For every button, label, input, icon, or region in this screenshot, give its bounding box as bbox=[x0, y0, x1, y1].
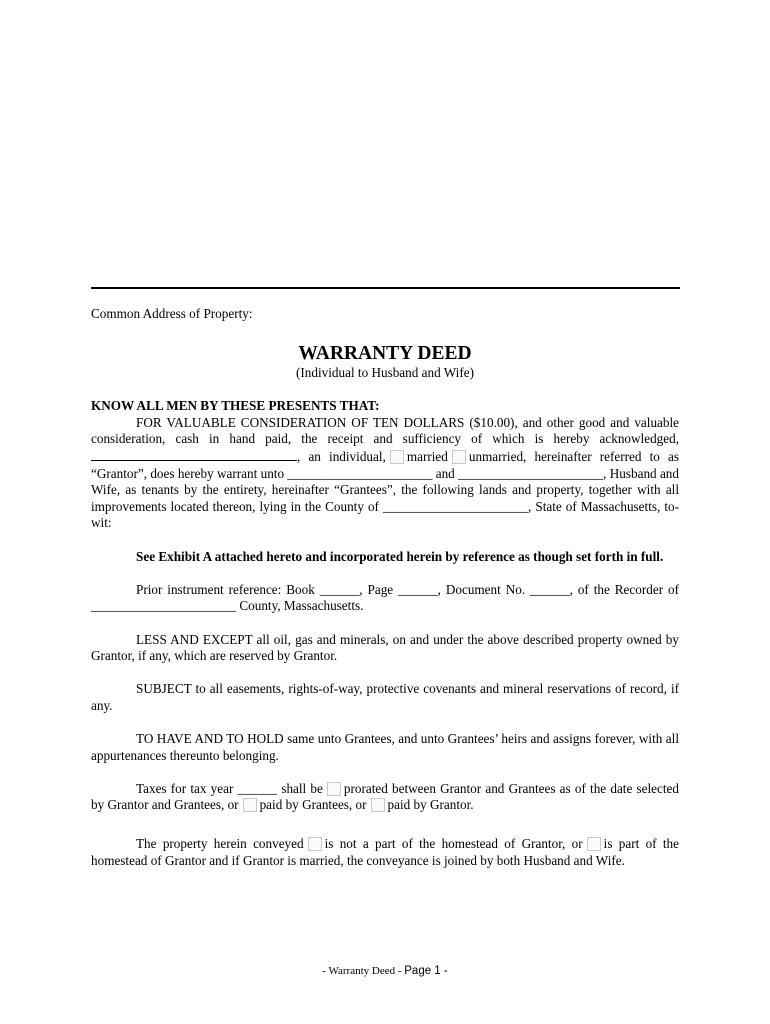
spacer bbox=[91, 764, 679, 781]
address-label: Common Address of Property: bbox=[91, 306, 253, 321]
prorated-checkbox[interactable] bbox=[327, 782, 341, 796]
spacer bbox=[91, 665, 679, 682]
deed-subtitle: (Individual to Husband and Wife) bbox=[296, 364, 474, 380]
homestead-paragraph bbox=[91, 836, 679, 869]
not-homestead-checkbox[interactable] bbox=[308, 837, 322, 851]
is-homestead-checkbox[interactable] bbox=[587, 837, 601, 851]
married-label: married bbox=[406, 448, 448, 464]
footer-page-label: Page 1 - bbox=[404, 965, 448, 977]
taxes-paragraph bbox=[91, 781, 679, 814]
paid-by-grantor-checkbox[interactable] bbox=[371, 798, 385, 812]
spacer bbox=[91, 814, 679, 836]
taxes-text-1: Taxes for tax year ______ shall be bbox=[136, 780, 323, 796]
unmarried-checkbox[interactable] bbox=[452, 450, 466, 464]
top-divider bbox=[91, 287, 680, 289]
taxes-text-3: paid by Grantees, or bbox=[259, 797, 367, 813]
spacer bbox=[91, 615, 679, 632]
grantor-warrant-text: “Grantor”, does hereby warrant unto ______________________ and ______________________, Husband and Wife, as tenants by the entirety, hereinafter “Grantees”, the following lands and property, together with all improvements located thereon, lying in the County of ______________________, State of Massachusetts, to-wit: bbox=[91, 465, 679, 531]
subject-paragraph: SUBJECT to all easements, rights-of-way, protective covenants and mineral reservations of record, if any. bbox=[91, 681, 679, 713]
know-all-men-heading: KNOW ALL MEN BY THESE PRESENTS THAT: bbox=[91, 398, 380, 414]
homestead-text-3: is part of the homestead of Grantor and if Grantor is married, the conveyance is joined by both Husband and Wife. bbox=[91, 836, 679, 868]
spacer bbox=[91, 532, 679, 549]
individual-text: , an individual, bbox=[297, 448, 386, 464]
taxes-text-4: paid by Grantor. bbox=[387, 797, 474, 813]
prior-reference-paragraph: Prior instrument reference: Book ______, Page ______, Document No. ______, of the Recorder of ______________________ County, Massachusetts. bbox=[91, 581, 679, 614]
exhibit-paragraph: See Exhibit A attached hereto and incorporated herein by reference as though set forth in full. bbox=[136, 548, 664, 564]
deed-body bbox=[91, 306, 679, 869]
page-footer bbox=[0, 965, 770, 977]
taxes-text-2: prorated between Grantor and Grantees as of the date selected by Grantor and Grantees, or bbox=[91, 780, 679, 813]
spacer bbox=[91, 565, 679, 582]
homestead-text-1: The property herein conveyed bbox=[136, 836, 304, 852]
less-except-paragraph: LESS AND EXCEPT all oil, gas and minerals, on and under the above described property owned by Grantor, if any, which are reserved by Grantor. bbox=[91, 631, 679, 664]
habendum-paragraph: TO HAVE AND TO HOLD same unto Grantees, and unto Grantees’ heirs and assigns forever, with all appurtenances thereunto belonging. bbox=[91, 731, 679, 763]
homestead-text-2: is not a part of the homestead of Grantor, or bbox=[324, 836, 583, 852]
footer-doc-label: - Warranty Deed - bbox=[322, 965, 402, 977]
consideration-text: FOR VALUABLE CONSIDERATION OF TEN DOLLARS ($10.00), and other good and valuable consideration, cash in hand paid, the receipt and sufficiency of which is hereby acknowledged, bbox=[91, 414, 679, 447]
deed-title: WARRANTY DEED bbox=[298, 342, 472, 364]
grantor-name-blank[interactable] bbox=[91, 448, 297, 461]
paid-by-grantees-checkbox[interactable] bbox=[243, 798, 257, 812]
married-checkbox[interactable] bbox=[390, 450, 404, 464]
consideration-paragraph bbox=[91, 415, 679, 532]
spacer bbox=[91, 714, 679, 731]
unmarried-label: unmarried, hereinafter referred to as bbox=[468, 448, 679, 464]
